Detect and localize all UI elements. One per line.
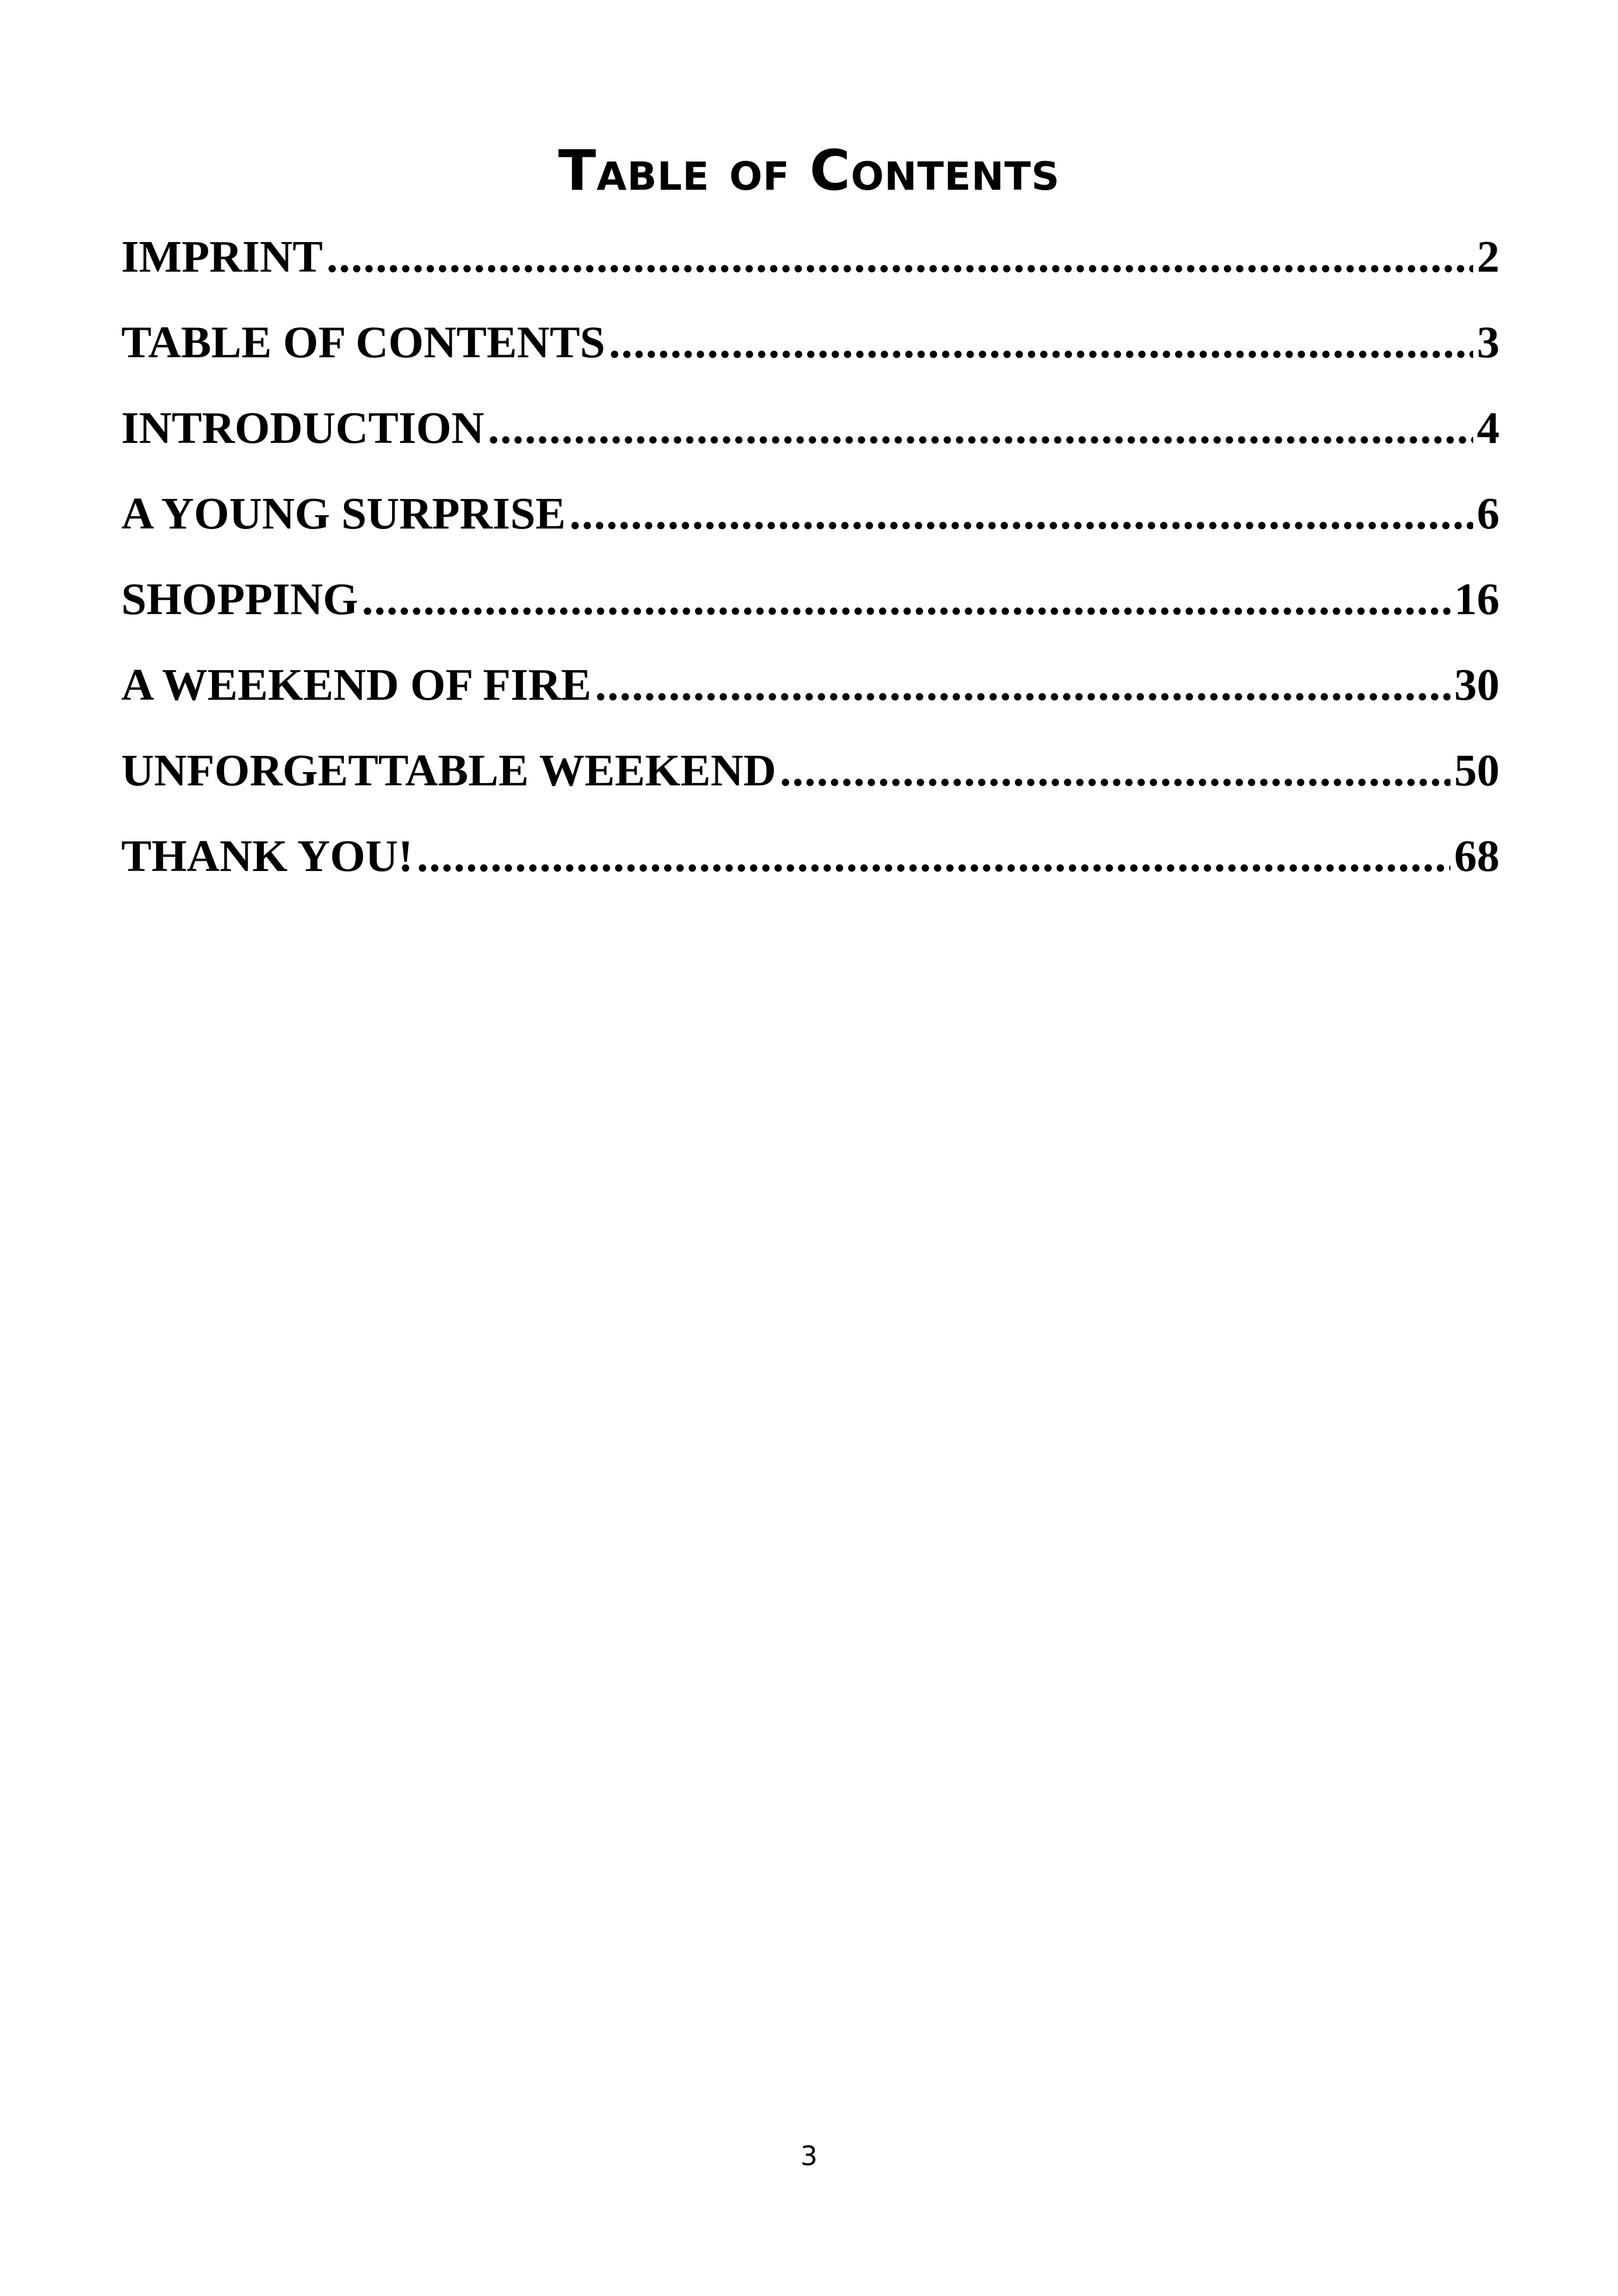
- toc-entry[interactable]: [121, 484, 1500, 569]
- toc-entry-page: 4: [1477, 403, 1500, 453]
- toc-entry-page: 30: [1454, 660, 1500, 710]
- toc-entry-page: 6: [1477, 489, 1500, 539]
- toc-entry[interactable]: [121, 740, 1500, 826]
- page-number: 3: [800, 2140, 818, 2172]
- dot-leader: [362, 569, 1450, 629]
- dot-leader: [569, 484, 1473, 544]
- toc-entry-page: 3: [1477, 317, 1500, 367]
- dot-leader: [488, 398, 1473, 458]
- dot-leader: [417, 826, 1450, 886]
- toc-entry[interactable]: [121, 398, 1500, 484]
- toc-entry-title: UNFORGETTABLE WEEKEND: [121, 746, 776, 796]
- toc-entry-title: A YOUNG SURPRISE: [121, 489, 566, 539]
- toc-entry[interactable]: [121, 655, 1500, 740]
- toc-entry-page: 16: [1454, 574, 1500, 624]
- dot-leader: [780, 740, 1450, 801]
- table-of-contents: [121, 227, 1500, 912]
- toc-entry-page: 50: [1454, 746, 1500, 796]
- toc-entry[interactable]: [121, 569, 1500, 655]
- toc-entry-title: A WEEKEND OF FIRE: [121, 660, 591, 710]
- toc-entry-title: TABLE OF CONTENTS: [121, 317, 605, 367]
- toc-entry[interactable]: [121, 312, 1500, 398]
- toc-entry-page: 68: [1454, 831, 1500, 881]
- toc-entry-title: THANK YOU!: [121, 831, 413, 881]
- toc-entry-page: 2: [1477, 232, 1500, 282]
- toc-entry-title: SHOPPING: [121, 574, 358, 624]
- dot-leader: [327, 227, 1473, 287]
- page-title: Table of Contents: [558, 139, 1060, 204]
- toc-entry[interactable]: [121, 826, 1500, 912]
- dot-leader: [609, 312, 1473, 373]
- toc-entry-title: IMPRINT: [121, 232, 323, 282]
- toc-entry-title: INTRODUCTION: [121, 403, 485, 453]
- toc-entry[interactable]: [121, 227, 1500, 312]
- dot-leader: [595, 655, 1450, 715]
